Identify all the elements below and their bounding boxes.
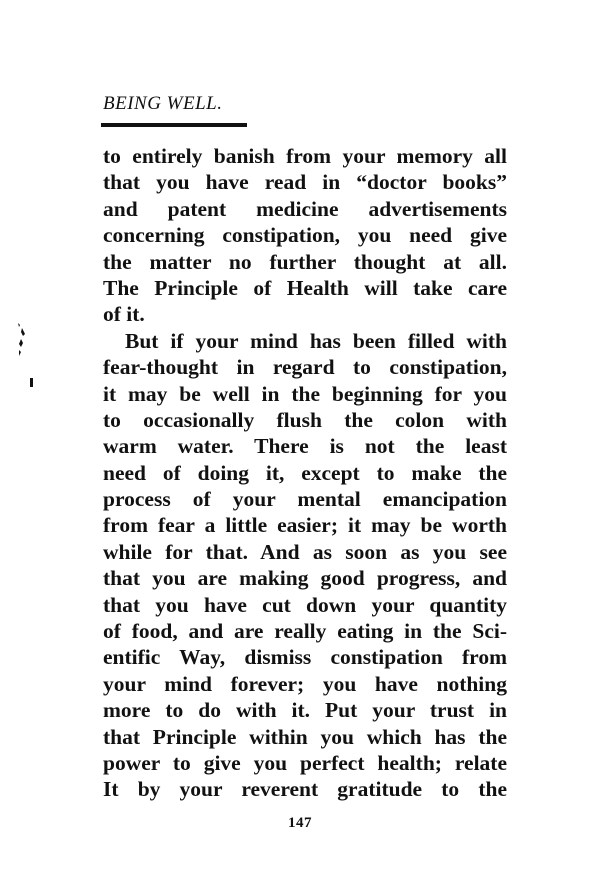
text-line: more to do with it. Put your trust in: [103, 698, 507, 723]
text-line: your mind forever; you have nothing: [103, 671, 507, 696]
running-head-title: BEING WELL.: [103, 93, 223, 114]
text-line: to occasionally flush the colon with: [103, 407, 507, 432]
page-number: 147: [288, 815, 312, 831]
text-line: that you have read in “doctor books”: [103, 170, 507, 195]
text-line: and patent medicine advertisements: [103, 196, 507, 221]
text-line: The Principle of Health will take care: [103, 275, 507, 300]
running-head-rule: [101, 123, 247, 127]
text-line: warm water. There is not the least: [103, 434, 507, 459]
text-line: process of your mental emancipation: [103, 487, 507, 512]
text-line: It by your reverent gratitude to the: [103, 777, 507, 802]
text-line: need of doing it, except to make the: [103, 460, 507, 485]
text-line: that you are making good progress, and: [103, 566, 507, 591]
text-line: fear-thought in regard to constipation,: [103, 355, 507, 380]
text-line: that Principle within you which has the: [103, 724, 507, 749]
margin-ink-specks: [14, 320, 44, 400]
text-line: it may be well in the beginning for you: [103, 381, 507, 406]
text-line: while for that. And as soon as you see: [103, 539, 507, 564]
text-line: concerning constipation, you need give: [103, 223, 507, 248]
body-text: [103, 143, 507, 803]
text-line: entific Way, dismiss constipation from: [103, 645, 507, 670]
text-line: power to give you perfect health; relate: [103, 750, 507, 775]
text-line: of it.: [103, 302, 145, 327]
paragraph-first-line: But if your mind has been filled with: [125, 328, 507, 353]
text-line: from fear a little easier; it may be worth: [103, 513, 507, 538]
text-line: the matter no further thought at all.: [103, 249, 507, 274]
text-line: of food, and are really eating in the Sci-: [103, 619, 507, 644]
text-line: that you have cut down your quantity: [103, 592, 507, 617]
text-line: to entirely banish from your memory all: [103, 144, 507, 168]
